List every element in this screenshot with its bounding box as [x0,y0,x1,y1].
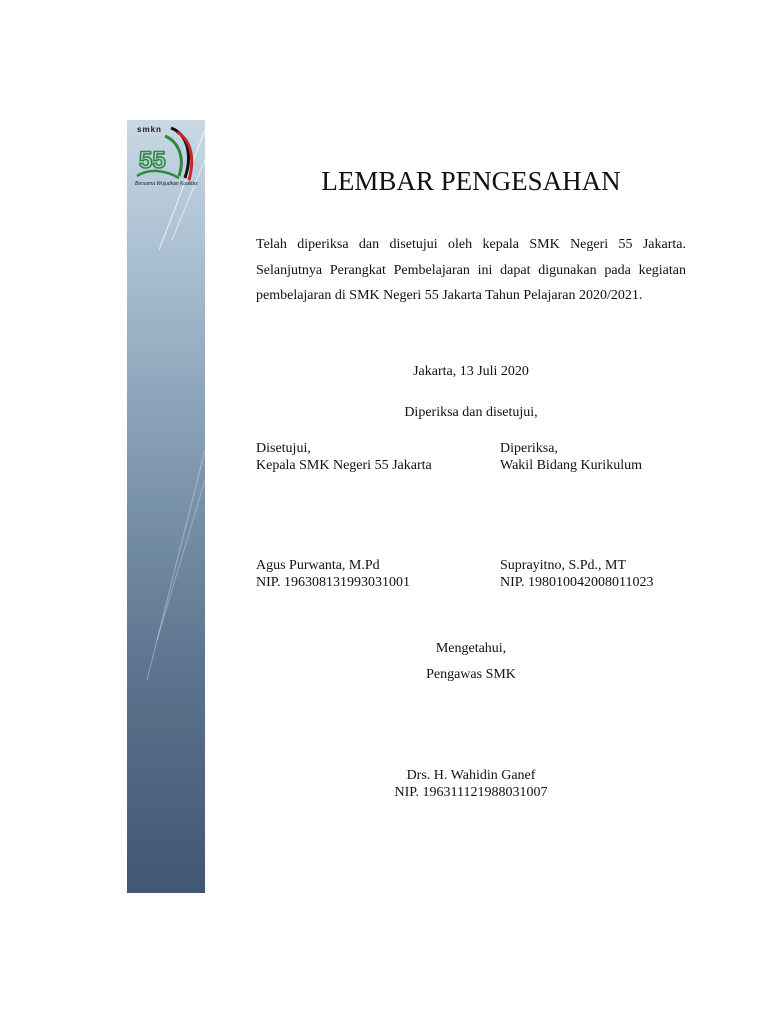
logo-text: smkn [137,125,162,134]
acknowledge-label: Mengetahui, [435,641,507,656]
acknowledge-name: Drs. H. Wahidin Ganef [406,768,536,783]
checked-approved-text: Diperiksa dan disetujui, [404,405,538,420]
approval-paragraph: Telah diperiksa dan disetujui oleh kepala SMK Negeri 55 Jakarta. Selanjutnya Perangkat Pembelajaran ini dapat digunakan pada kegiatan pembelajaran di SMK Negeri 55 Jakarta Tahun Pelajaran 2020/2021. [256,237,686,303]
right-approver-nip: NIP. 198010042008011023 [500,575,654,590]
logo-tagline: Bersama Wujudkan Kualitas [135,181,198,187]
document-title: LEMBAR PENGESAHAN [321,166,621,196]
right-approver-label: Diperiksa, [500,441,558,456]
right-approver-role: Wakil Bidang Kurikulum [500,458,642,473]
acknowledge-role: Pengawas SMK [426,667,516,682]
left-approver-name: Agus Purwanta, M.Pd [256,558,380,573]
sidebar-streaks [127,120,205,893]
place-date: Jakarta, 13 Juli 2020 [413,364,529,379]
left-approver-nip: NIP. 196308131993031001 [256,575,411,590]
right-approver-name: Suprayitno, S.Pd., MT [500,558,627,573]
decorative-sidebar [127,120,205,893]
acknowledge-nip: NIP. 196311121988031007 [394,785,548,800]
left-approver-role: Kepala SMK Negeri 55 Jakarta [256,458,432,473]
left-approver-label: Disetujui, [256,441,311,456]
svg-text:55: 55 [139,147,166,174]
